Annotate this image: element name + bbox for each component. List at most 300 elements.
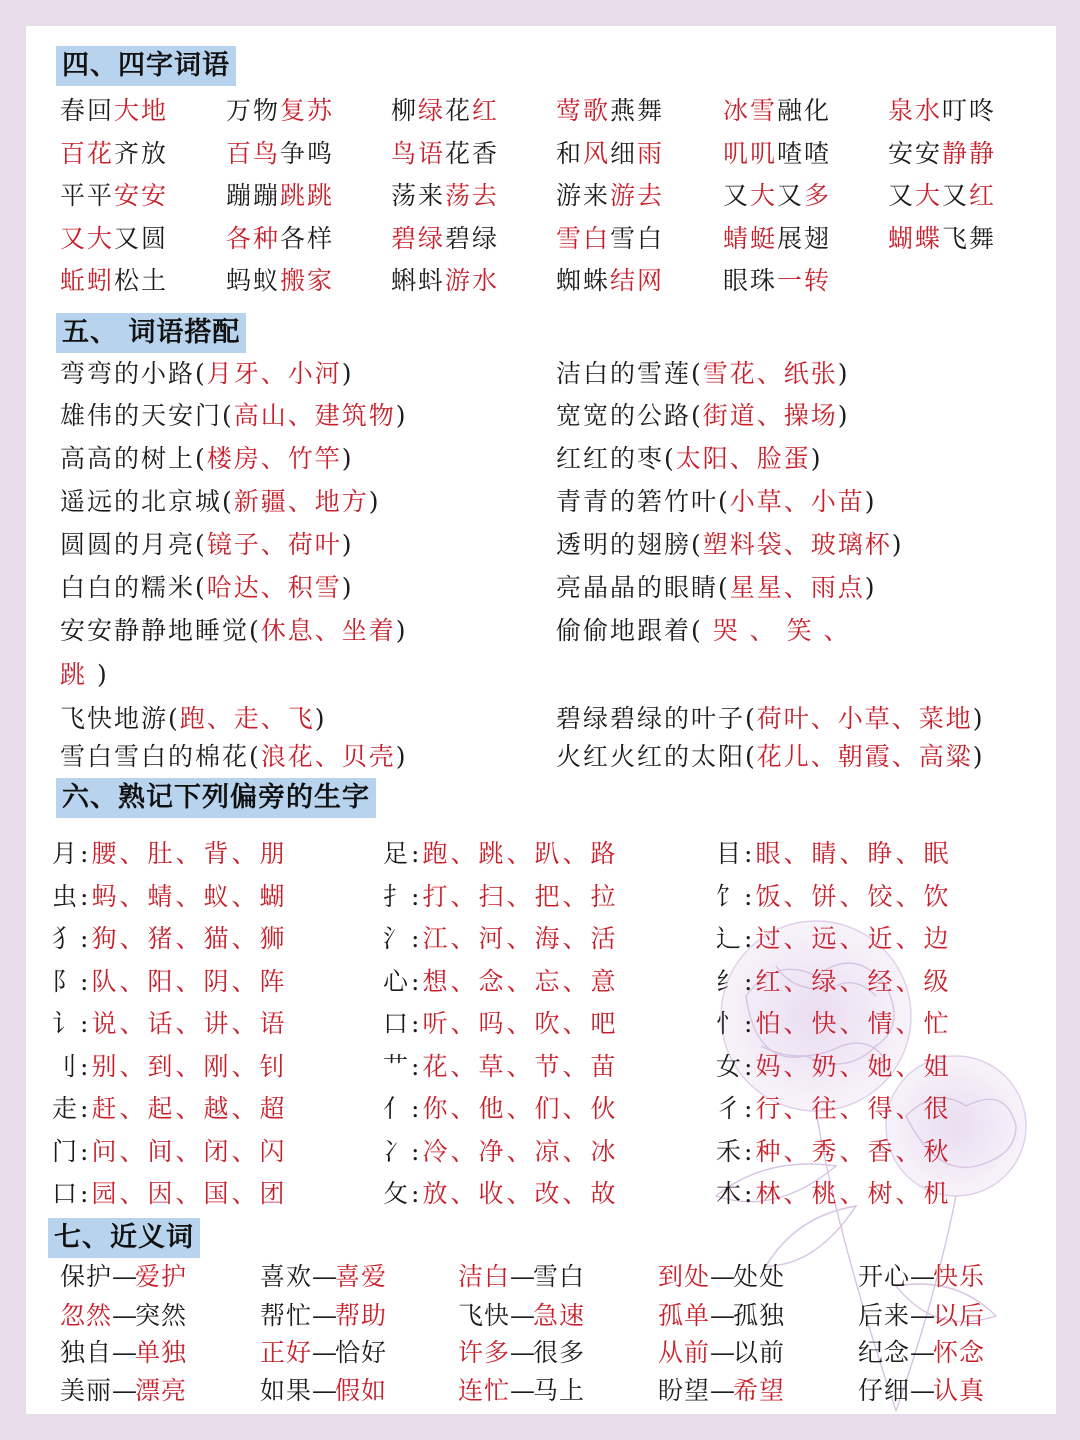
radical-label: 女: [716,1051,756,1081]
idiom-item [391,137,499,171]
idiom-item [888,137,996,171]
idiom-part: 雪白 [610,223,665,253]
idiom-item [556,137,664,171]
radical-row [52,1177,287,1211]
synonym-match: 雪白 [533,1262,586,1291]
idiom-part: 平平 [60,181,115,210]
synonym-word: 独自 [60,1338,113,1367]
radical-characters: 怕、快、情、忙 [755,1009,952,1038]
pairing-answer: 哈达、积雪 [206,573,342,602]
radical-row [716,965,951,999]
pairing-phrase: 火红火红的太阳( [556,742,757,771]
idiom-item [226,264,334,298]
synonym-match: 希望 [733,1376,786,1405]
idiom-part: 松土 [114,266,169,295]
radical-characters: 过、远、近、边 [755,924,952,953]
pairing-close: ) [864,573,877,602]
synonym-word: 纪念 [858,1338,911,1367]
radical-characters: 江、河、海、活 [422,924,619,953]
idiom-item [391,222,499,256]
pairing-close: ) [341,359,354,388]
idiom-item [226,179,334,213]
idiom-part: 又圆 [114,223,169,253]
idiom-part: 跳跳 [280,181,335,210]
synonym-word: 美丽 [60,1376,113,1405]
synonym-match: 喜爱 [335,1262,388,1291]
idiom-part: 柳 [391,96,419,125]
idiom-item [556,179,664,213]
synonym-word: 仔细 [858,1376,911,1405]
idiom-part: 飞舞 [942,223,997,253]
synonym-dash: — [312,1262,336,1291]
radical-row [383,965,618,999]
pairing-close: ) [341,444,354,473]
idiom-item [723,94,831,128]
idiom-part: 花香 [445,138,500,168]
radical-characters: 跑、跳、趴、路 [422,839,619,868]
synonym-match: 爱护 [135,1262,188,1291]
synonym-word: 盼望 [658,1376,711,1405]
idiom-item [226,137,334,171]
synonym-pair [458,1374,585,1408]
synonym-dash: — [710,1301,734,1330]
idiom-part: 又 [888,181,916,210]
synonym-dash: — [112,1301,136,1330]
pairing-answer: 塑料袋、玻璃杯 [702,530,892,559]
synonym-word: 连忙 [458,1376,511,1405]
synonym-pair [458,1260,585,1294]
pairing-row [60,702,327,736]
radical-row [383,880,618,914]
idiom-part: 喳喳 [777,138,832,168]
section-7-heading: 七、近义词 [48,1218,200,1258]
synonym-pair [60,1374,187,1408]
synonym-pair [858,1336,985,1370]
idiom-part: 又 [723,181,751,210]
synonym-dash: — [910,1301,934,1330]
idiom-part: 百鸟 [226,138,281,168]
radical-characters: 放、收、改、故 [422,1179,619,1208]
radical-row [52,1092,287,1126]
pairing-row [60,442,354,476]
radical-characters: 你、他、们、伙 [422,1094,619,1123]
pairing-answer: 小草、小苗 [729,487,865,516]
radical-label: 口: [383,1009,423,1038]
radical-label: 饣: [716,881,756,911]
idiom-part: 蹦蹦 [226,181,281,210]
pairing-answer: 花儿、朝霞、高粱 [756,742,973,771]
pairing-phrase: 透明的翅膀( [556,530,703,559]
pairing-phrase: 亮晶晶的眼睛( [556,573,730,602]
idiom-part: 蜻蜓 [723,223,778,253]
synonym-word: 后来 [858,1301,911,1330]
radical-row [716,1177,951,1211]
pairing-answer: 星星、雨点 [729,573,865,602]
idiom-part: 蜘蛛 [556,266,611,295]
idiom-part: 雪白 [556,223,611,253]
idiom-part: 游来 [556,181,611,210]
idiom-part: 莺歌 [556,96,611,125]
synonym-match: 漂亮 [135,1376,188,1405]
pairing-row [60,485,381,519]
idiom-item [226,94,334,128]
pairing-answer: 跳 [60,660,88,689]
synonym-word: 开心 [858,1262,911,1291]
idiom-part: 静静 [942,138,997,168]
synonym-word: 如果 [260,1376,313,1405]
synonym-match: 突然 [135,1301,188,1330]
radical-label: 氵: [383,924,423,953]
idiom-part: 各样 [280,223,335,253]
synonym-word: 正好 [260,1338,313,1367]
radical-row [716,1050,951,1084]
synonym-match: 假如 [335,1376,388,1405]
idiom-item [60,264,168,298]
idiom-item [888,94,996,128]
radical-label: 口: [52,1179,92,1208]
idiom-part: 搬家 [280,266,335,295]
synonym-word: 保护 [60,1262,113,1291]
radical-row [52,1135,287,1169]
synonym-pair [60,1299,187,1333]
idiom-part: 蚯蚓 [60,266,115,295]
synonym-word: 孤单 [658,1301,711,1330]
document-page [26,26,1056,1414]
radical-characters: 问、间、闭、闪 [91,1136,288,1166]
radical-label: 门: [52,1136,92,1166]
radical-row [716,1092,951,1126]
idiom-part: 又大 [60,223,115,253]
radical-characters: 打、扫、把、拉 [422,881,619,911]
pairing-phrase: 碧绿碧绿的叶子( [556,704,757,733]
synonym-word: 飞快 [458,1301,511,1330]
idiom-item [60,222,168,256]
pairing-row [60,658,109,692]
pairing-row [556,357,850,391]
pairing-answer: 浪花、贝壳 [260,742,396,771]
synonym-match: 马上 [533,1376,586,1405]
pairing-row [60,614,408,648]
pairing-close: ) [891,530,904,559]
radical-characters: 冷、净、凉、冰 [422,1136,619,1166]
idiom-part: 细 [610,138,638,168]
idiom-part: 蚂蚁 [226,266,281,295]
synonym-match: 很多 [533,1338,586,1367]
idiom-part: 红 [969,181,997,210]
idiom-item [556,222,664,256]
radical-characters: 林、桃、树、机 [755,1179,952,1208]
pairing-answer: 太阳、脸蛋 [675,444,811,473]
idiom-item [391,264,499,298]
synonym-match: 快乐 [933,1262,986,1291]
synonym-dash: — [312,1338,336,1367]
idiom-part: 春回 [60,96,115,125]
idiom-part: 大地 [114,96,169,125]
pairing-row [556,702,985,736]
radical-characters: 种、秀、香、秋 [755,1136,952,1166]
synonym-pair [60,1260,187,1294]
idiom-part: 齐放 [114,138,169,168]
synonym-dash: — [710,1338,734,1367]
pairing-answer: 跑、走、飞 [179,704,315,733]
radical-row [52,837,287,871]
synonym-dash: — [510,1338,534,1367]
idiom-part: 荡去 [445,181,500,210]
pairing-row [556,399,850,433]
synonym-pair [658,1336,785,1370]
synonym-pair [858,1260,985,1294]
radical-row [52,965,287,999]
radical-row [383,1050,618,1084]
radical-characters: 蚂、蜻、蚁、蝴 [91,881,288,911]
pairing-answer: 月牙、小河 [206,359,342,388]
idiom-item [391,179,499,213]
radical-label: 犭: [52,924,92,953]
pairing-close: ) [395,616,408,645]
section-4-heading: 四、四字词语 [56,46,236,86]
radical-label: 彳: [716,1094,756,1123]
radical-characters: 红、绿、经、级 [755,966,952,996]
idiom-part: 大 [750,181,778,210]
radical-row [383,1177,618,1211]
synonym-word: 忽然 [60,1301,113,1330]
radical-label: 讠: [52,1009,92,1038]
radical-row [52,880,287,914]
idiom-item [60,94,168,128]
idiom-part: 绿 [418,96,446,125]
idiom-item [60,179,168,213]
idiom-part: 争鸣 [280,138,335,168]
idiom-part: 蝴蝶 [888,223,943,253]
idiom-part: 安安 [114,181,169,210]
radical-label: 扌: [383,881,423,911]
pairing-close: ) [972,704,985,733]
synonym-match: 处处 [733,1262,786,1291]
idiom-item [723,264,831,298]
pairing-phrase: 青青的箬竹叶( [556,487,730,516]
synonym-dash: — [710,1376,734,1405]
pairing-row [556,485,877,519]
pairing-answer: 镜子、荷叶 [206,530,342,559]
synonym-dash: — [710,1262,734,1291]
radical-characters: 腰、肚、背、朋 [91,839,288,868]
idiom-part: 叮咚 [942,96,997,125]
pairing-row [556,614,851,648]
idiom-part: 蝌蚪 [391,266,446,295]
idiom-part: 叽叽 [723,138,778,168]
radical-label: 辶: [716,924,756,953]
idiom-part: 碧绿 [391,223,446,253]
idiom-part: 雨 [637,138,665,168]
radical-row [383,922,618,956]
radical-row [52,1007,287,1041]
radical-characters: 眼、睛、睁、眠 [755,839,952,868]
idiom-item [723,222,831,256]
radical-label: 足: [383,839,423,868]
synonym-match: 认真 [933,1376,986,1405]
idiom-item [226,222,334,256]
pairing-phrase: 红红的枣( [556,444,676,473]
section-5-heading: 五、 词语搭配 [56,313,246,353]
pairing-answer: 荷叶、小草、菜地 [756,704,973,733]
idiom-part: 泉水 [888,96,943,125]
synonym-dash: — [112,1376,136,1405]
radical-characters: 赶、起、越、超 [91,1094,288,1123]
idiom-part: 万物 [226,96,281,125]
idiom-part: 融化 [777,96,832,125]
synonym-match: 帮助 [335,1301,388,1330]
pairing-phrase: 雄伟的天安门( [60,401,234,430]
pairing-close: ) [837,401,850,430]
idiom-part: 花 [445,96,473,125]
synonym-match: 以后 [933,1301,986,1330]
idiom-part: 鸟语 [391,138,446,168]
idiom-part: 一转 [777,266,832,295]
pairing-answer: 楼房、竹竿 [206,444,342,473]
idiom-part: 大 [915,181,943,210]
pairing-close: ) [395,742,408,771]
synonym-word: 从前 [658,1338,711,1367]
idiom-part: 百花 [60,138,115,168]
pairing-answer: 休息、坐着 [260,616,396,645]
idiom-item [723,137,831,171]
idiom-part: 眼珠 [723,266,778,295]
pairing-phrase: 弯弯的小路( [60,359,207,388]
idiom-item [556,94,664,128]
synonym-dash: — [510,1301,534,1330]
idiom-item [888,222,996,256]
synonym-dash: — [112,1262,136,1291]
synonym-word: 洁白 [458,1262,511,1291]
idiom-part: 结网 [610,266,665,295]
pairing-row [60,740,408,774]
synonym-match: 恰好 [335,1338,388,1367]
pairing-answer: 雪花、纸张 [702,359,838,388]
synonym-pair [260,1260,387,1294]
radical-row [716,837,951,871]
radical-label: 攵: [383,1179,423,1208]
pairing-row [60,357,354,391]
idiom-part: 红 [472,96,500,125]
synonym-pair [658,1299,785,1333]
radical-characters: 行、往、得、很 [755,1094,952,1123]
synonym-word: 许多 [458,1338,511,1367]
pairing-phrase: 高高的树上( [60,444,207,473]
synonym-word: 到处 [658,1262,711,1291]
radical-characters: 狗、猪、猫、狮 [91,924,288,953]
pairing-close: ) [314,704,327,733]
section-6-heading: 六、熟记下列偏旁的生字 [56,778,376,818]
pairing-phrase: 宽宽的公路( [556,401,703,430]
pairing-answer: 新疆、地方 [233,487,369,516]
pairing-phrase: 圆圆的月亮( [60,530,207,559]
synonym-dash: — [112,1338,136,1367]
radical-label: 走: [52,1094,92,1123]
pairing-row [60,528,354,562]
pairing-close: ) [341,573,354,602]
idiom-part: 冰雪 [723,96,778,125]
radical-label: 虫: [52,881,92,911]
radical-row [383,1135,618,1169]
synonym-pair [458,1299,585,1333]
synonym-pair [658,1374,785,1408]
synonym-dash: — [510,1376,534,1405]
pairing-row [60,571,354,605]
pairing-answer: 高山、建筑物 [233,401,396,430]
radical-characters: 听、吗、吹、吧 [422,1009,619,1038]
pairing-row [556,442,823,476]
idiom-part: 又 [942,181,970,210]
pairing-phrase: 洁白的雪莲( [556,359,703,388]
synonym-word: 帮忙 [260,1301,313,1330]
pairing-phrase: 遥远的北京城( [60,487,234,516]
radical-row [383,1007,618,1041]
radical-row [716,880,951,914]
idiom-part: 游去 [610,181,665,210]
radical-label: 艹: [383,1051,423,1081]
synonym-dash: — [910,1338,934,1367]
radical-characters: 园、因、国、团 [91,1179,288,1208]
radical-characters: 别、到、刚、钊 [91,1051,288,1081]
pairing-phrase: 白白的糯米( [60,573,207,602]
radical-characters: 队、阳、阴、阵 [91,966,288,996]
pairing-answer: 哭 、 笑 、 [712,616,851,645]
pairing-close: ) [395,401,408,430]
idiom-part: 多 [804,181,832,210]
synonym-pair [260,1299,387,1333]
radical-label: 目: [716,839,756,868]
idiom-part: 复苏 [280,96,335,125]
pairing-row [556,740,985,774]
radical-row [716,1007,951,1041]
idiom-part: 展翅 [777,223,832,253]
radical-label: 亻: [383,1094,423,1123]
idiom-part: 燕舞 [610,96,665,125]
radical-characters: 想、念、忘、意 [422,966,619,996]
idiom-part: 各种 [226,223,281,253]
radical-label: 月: [52,839,92,868]
radical-characters: 说、话、讲、语 [91,1009,288,1038]
radical-row [52,922,287,956]
pairing-answer: 街道、操场 [702,401,838,430]
pairing-row [556,571,877,605]
idiom-part: 又 [777,181,805,210]
synonym-match: 单独 [135,1338,188,1367]
synonym-pair [458,1336,585,1370]
pairing-row [556,528,904,562]
synonym-pair [260,1374,387,1408]
radical-row [716,922,951,956]
synonym-match: 怀念 [933,1338,986,1367]
radical-label: 忄: [716,1009,756,1038]
idiom-part: 荡来 [391,181,446,210]
radical-characters: 饭、饼、饺、饮 [755,881,952,911]
synonym-match: 以前 [733,1338,786,1367]
radical-label: 禾: [716,1136,756,1166]
pairing-phrase: 偷偷地跟着( [556,616,713,645]
radical-row [383,1092,618,1126]
pairing-close: ) [368,487,381,516]
pairing-close: ) [972,742,985,771]
idiom-item [723,179,831,213]
synonym-dash: — [910,1376,934,1405]
radical-label: 冫: [383,1136,423,1166]
synonym-pair [60,1336,187,1370]
pairing-close: ) [837,359,850,388]
pairing-close: ) [864,487,877,516]
synonym-word: 喜欢 [260,1262,313,1291]
synonym-pair [260,1336,387,1370]
